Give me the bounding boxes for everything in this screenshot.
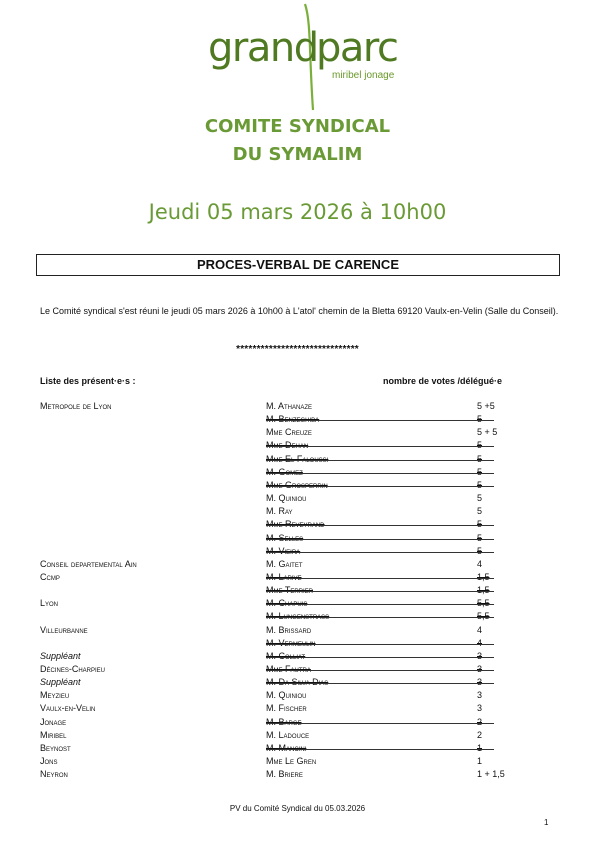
strikethrough-line <box>266 683 494 684</box>
strikethrough-line <box>266 604 494 605</box>
row-votes: 1,5 <box>477 571 490 582</box>
row-delegate-name: Mme El Faloussi <box>266 453 329 464</box>
row-delegate-name: M. Barge <box>266 716 302 727</box>
table-row <box>0 453 595 466</box>
row-votes: 3 <box>477 703 483 714</box>
row-organisation: Beynost <box>40 742 71 753</box>
row-votes: 5 <box>477 532 483 543</box>
row-organisation: Conseil departemental Ain <box>40 558 137 569</box>
row-delegate-name: M. Larive <box>266 571 302 582</box>
page-footer: PV du Comité Syndical du 05.03.2026 <box>229 804 366 813</box>
table-row <box>0 716 595 729</box>
table-row <box>0 624 595 637</box>
row-delegate-name: Mme Grosperrin <box>266 479 328 490</box>
strikethrough-line <box>266 591 494 592</box>
row-organisation: Miribel <box>40 729 67 740</box>
row-delegate-name: Mme Le Gren <box>266 756 317 767</box>
row-organisation: Ccmp <box>40 571 60 582</box>
row-votes: 5,5 <box>477 598 490 609</box>
row-votes: 5 <box>477 466 483 477</box>
table-row <box>0 400 595 413</box>
row-votes: 5 <box>477 545 483 556</box>
strikethrough-line <box>266 446 494 447</box>
strikethrough-line <box>266 486 494 487</box>
logo-word-parc: parc <box>316 25 398 71</box>
separator-stars: ****************************** <box>236 344 359 355</box>
row-delegate-name: M. Lungenstrass <box>266 611 330 622</box>
row-organisation: Vaulx-en-Velin <box>40 703 96 714</box>
table-row <box>0 729 595 742</box>
row-delegate-name: M. Mancini <box>266 742 307 753</box>
row-delegate-name: Mme Dehan <box>266 440 309 451</box>
row-delegate-name: M. Brissard <box>266 624 312 635</box>
strikethrough-line <box>266 420 494 421</box>
row-delegate-name: Mme Creuze <box>266 427 312 438</box>
row-votes: 1 <box>477 756 483 767</box>
row-delegate-name: M. Gaitet <box>266 558 303 569</box>
table-row <box>0 505 595 518</box>
table-row <box>0 755 595 768</box>
strikethrough-line <box>266 525 494 526</box>
row-organisation: Suppléant <box>40 650 81 661</box>
row-votes: 5 + 5 <box>477 427 498 438</box>
meeting-date: Jeudi 05 mars 2026 à 10h00 <box>148 200 447 224</box>
title-line-2: DU SYMALIM <box>232 144 363 165</box>
row-delegate-name: Mme Terrier <box>266 585 314 596</box>
row-delegate-name: M. Gomez <box>266 466 303 477</box>
row-votes: 5 <box>477 479 483 490</box>
table-row <box>0 663 595 676</box>
row-delegate-name: Mme Reveyrand <box>266 519 325 530</box>
row-votes: 5 +5 <box>477 401 495 411</box>
table-row <box>0 532 595 545</box>
row-delegate-name: M. Quiniou <box>266 690 307 701</box>
pv-title-box: PROCES-VERBAL DE CARENCE <box>36 254 560 276</box>
table-row <box>0 426 595 439</box>
row-votes: 1 <box>477 742 483 753</box>
table-row <box>0 558 595 571</box>
row-delegate-name: M. Quiniou <box>266 493 307 504</box>
row-organisation: Metropole de Lyon <box>40 401 112 411</box>
table-row <box>0 584 595 597</box>
logo-word-grand: grand <box>208 25 318 71</box>
row-delegate-name: M. Ladouce <box>266 729 310 740</box>
row-delegate-name: M. Vieira <box>266 545 301 556</box>
row-delegate-name: M. Benzeghiba <box>266 414 320 425</box>
row-votes: 5,5 <box>477 611 490 622</box>
table-row <box>0 518 595 531</box>
row-delegate-name: M. Colliat <box>266 650 306 661</box>
logo-subtitle: miribel jonage <box>332 70 395 81</box>
row-votes: 2 <box>477 716 483 727</box>
row-votes: 1 + 1,5 <box>477 769 505 780</box>
row-organisation: Lyon <box>40 598 59 609</box>
strikethrough-line <box>266 539 494 540</box>
table-row <box>0 768 595 781</box>
table-row <box>0 492 595 505</box>
row-votes: 4 <box>477 637 483 648</box>
row-delegate-name: M. Fischer <box>266 703 307 714</box>
row-delegate-name: Mme Fautra <box>266 664 311 674</box>
attendees-list-title: Liste des présent·e·s : <box>40 376 136 386</box>
row-delegate-name: M. Athanaze <box>266 401 313 411</box>
row-organisation: Décines-Charpieu <box>40 664 106 674</box>
strikethrough-line <box>266 749 494 750</box>
table-row <box>0 571 595 584</box>
strikethrough-line <box>266 723 494 724</box>
strikethrough-line <box>266 657 494 658</box>
row-votes: 3 <box>477 677 483 688</box>
row-organisation: Suppléant <box>40 677 81 688</box>
row-organisation: Jonage <box>40 716 67 727</box>
row-organisation: Meyzieu <box>40 690 70 701</box>
strikethrough-line <box>266 578 494 579</box>
row-votes: 5 <box>477 493 483 504</box>
table-row <box>0 742 595 755</box>
row-votes: 5 <box>477 519 483 530</box>
title-line-1: COMITE SYNDICAL <box>204 116 391 137</box>
table-row <box>0 637 595 650</box>
row-delegate-name: M. Briere <box>266 769 303 780</box>
strikethrough-line <box>266 644 494 645</box>
table-row <box>0 650 595 663</box>
strikethrough-line <box>266 617 494 618</box>
row-votes: 4 <box>477 558 483 569</box>
row-delegate-name: M. Da Silva Dias <box>266 677 329 688</box>
table-row <box>0 689 595 702</box>
table-row <box>0 439 595 452</box>
strikethrough-line <box>266 460 494 461</box>
table-row <box>0 610 595 623</box>
table-row <box>0 545 595 558</box>
row-votes: 5 <box>477 440 483 451</box>
votes-column-title: nombre de votes /délégué·e <box>383 376 503 386</box>
table-row <box>0 466 595 479</box>
table-row <box>0 597 595 610</box>
table-row <box>0 479 595 492</box>
row-votes: 5 <box>477 453 483 464</box>
strikethrough-line <box>266 670 494 671</box>
row-votes: 3 <box>477 664 483 674</box>
table-row <box>0 676 595 689</box>
row-organisation: Neyron <box>40 769 68 780</box>
row-votes: 1,5 <box>477 585 490 596</box>
table-row <box>0 413 595 426</box>
page-number: 1 <box>544 818 549 827</box>
row-delegate-name: M. Ray <box>266 506 293 517</box>
row-votes: 5 <box>477 506 483 517</box>
strikethrough-line <box>266 473 494 474</box>
row-delegate-name: M. Selles <box>266 532 304 543</box>
row-votes: 2 <box>477 729 483 740</box>
row-delegate-name: M. Chapuis <box>266 598 308 609</box>
table-row <box>0 702 595 715</box>
row-delegate-name: M. Vermeulin <box>266 637 316 648</box>
row-organisation: Villeurbanne <box>40 624 88 635</box>
row-organisation: Jons <box>40 756 58 767</box>
row-votes: 5 <box>477 414 483 425</box>
row-votes: 3 <box>477 690 483 701</box>
strikethrough-line <box>266 552 494 553</box>
row-votes: 3 <box>477 650 483 661</box>
grandparc-logo <box>205 2 405 112</box>
intro-paragraph: Le Comité syndical s'est réuni le jeudi 05 mars 2026 à 10h00 à L'atol' chemin de la Bletta 69120 Vaulx-en-Velin (Salle du Conseil). <box>40 306 559 316</box>
row-votes: 4 <box>477 624 483 635</box>
